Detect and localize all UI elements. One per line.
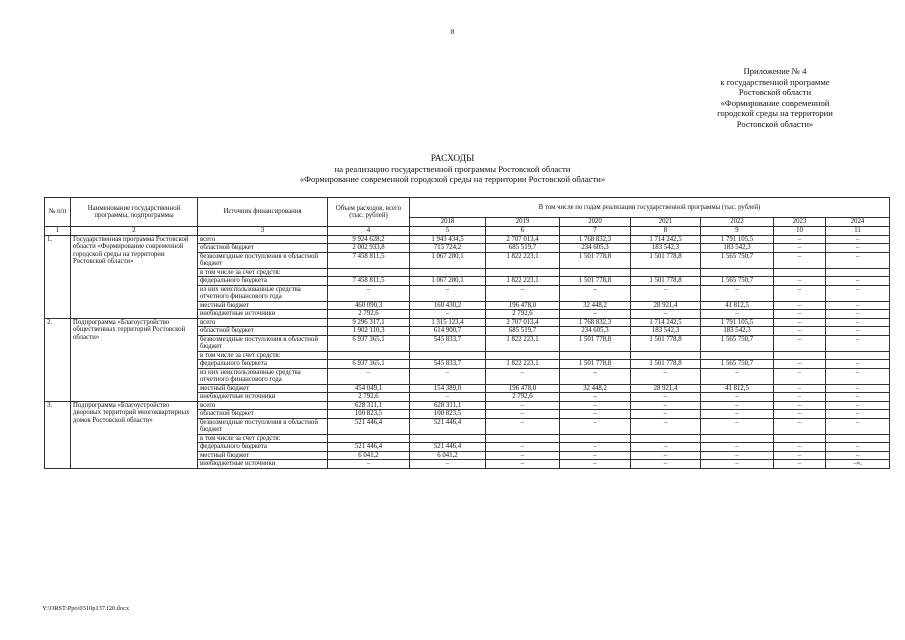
year-value-cell: – xyxy=(774,451,826,460)
index-cell: 8 xyxy=(631,227,701,236)
year-value-cell: – xyxy=(631,410,701,419)
header-year: 2020 xyxy=(560,218,631,227)
year-value-cell: – xyxy=(701,451,774,460)
year-value-cell: – xyxy=(826,235,890,244)
year-value-cell xyxy=(826,268,890,277)
year-value-cell: – xyxy=(774,244,826,253)
year-value-cell: 1 565 750,7 xyxy=(701,252,774,268)
year-value-cell: – xyxy=(486,443,560,452)
index-cell: 5 xyxy=(410,227,486,236)
total-value-cell xyxy=(328,268,410,277)
year-value-cell: – xyxy=(774,368,826,384)
year-value-cell: – xyxy=(826,401,890,410)
year-value-cell: – xyxy=(774,277,826,286)
year-value-cell: 183 542,3 xyxy=(701,327,774,336)
year-value-cell xyxy=(774,434,826,443)
year-value-cell: – xyxy=(774,443,826,452)
year-value-cell: – xyxy=(486,368,560,384)
year-value-cell: – xyxy=(631,285,701,301)
year-value-cell: – xyxy=(560,285,631,301)
total-value-cell: 628 311,1 xyxy=(328,401,410,410)
year-value-cell: 685 519,7 xyxy=(486,244,560,253)
year-value-cell: 1 565 750,7 xyxy=(701,360,774,369)
year-value-cell: – xyxy=(560,443,631,452)
year-value-cell: – xyxy=(826,244,890,253)
year-value-cell xyxy=(560,351,631,360)
year-value-cell: – xyxy=(774,401,826,410)
year-value-cell: 1 501 778,8 xyxy=(631,360,701,369)
program-name: Подпрограмма «Благоустройство дворовых территорий многоквартирных домов Ростовской области» xyxy=(71,401,198,468)
total-value-cell xyxy=(328,434,410,443)
year-value-cell: – xyxy=(826,318,890,327)
index-cell: 6 xyxy=(486,227,560,236)
year-value-cell: 183 542,3 xyxy=(701,244,774,253)
year-value-cell: – xyxy=(410,393,486,402)
year-value-cell: 1 315 123,4 xyxy=(410,318,486,327)
year-value-cell: – xyxy=(701,368,774,384)
year-value-cell: 160 430,2 xyxy=(410,301,486,310)
year-value-cell: 2 707 013,4 xyxy=(486,318,560,327)
funding-source: федерального бюджета xyxy=(198,443,328,452)
year-value-cell: 685 519,7 xyxy=(486,327,560,336)
year-value-cell: 196 478,0 xyxy=(486,384,560,393)
year-value-cell xyxy=(826,434,890,443)
year-value-cell: 1 565 750,7 xyxy=(701,335,774,351)
year-value-cell: 183 542,3 xyxy=(631,327,701,336)
funding-source: в том числе за счет средств: xyxy=(198,351,328,360)
appendix-block xyxy=(690,66,860,130)
year-value-cell: – xyxy=(560,368,631,384)
year-value-cell: –». xyxy=(826,460,890,469)
year-value-cell: – xyxy=(774,310,826,319)
total-value-cell: – xyxy=(328,285,410,301)
title-line: РАСХОДЫ xyxy=(430,154,475,164)
year-value-cell: – xyxy=(774,301,826,310)
funding-source: всего xyxy=(198,235,328,244)
year-value-cell: – xyxy=(701,401,774,410)
header-year: 2024 xyxy=(826,218,890,227)
year-value-cell: – xyxy=(826,285,890,301)
year-value-cell: – xyxy=(560,418,631,434)
year-value-cell xyxy=(560,268,631,277)
year-value-cell: – xyxy=(774,410,826,419)
funding-source: безвозмездные поступления в областной бюджет xyxy=(198,252,328,268)
year-value-cell: 2 792,6 xyxy=(486,393,560,402)
year-value-cell: – xyxy=(560,451,631,460)
year-value-cell: 1 067 280,1 xyxy=(410,252,486,268)
total-value-cell: 6 041,2 xyxy=(328,451,410,460)
year-value-cell: 545 833,7 xyxy=(410,360,486,369)
year-value-cell: – xyxy=(774,393,826,402)
total-value-cell: 2 002 933,8 xyxy=(328,244,410,253)
year-value-cell: – xyxy=(631,393,701,402)
year-value-cell: – xyxy=(774,285,826,301)
year-value-cell: 1 768 832,3 xyxy=(560,235,631,244)
year-value-cell: – xyxy=(631,451,701,460)
header-year: 2018 xyxy=(410,218,486,227)
year-value-cell xyxy=(631,268,701,277)
year-value-cell: 1 501 778,8 xyxy=(631,335,701,351)
year-value-cell xyxy=(410,268,486,277)
year-value-cell: – xyxy=(774,460,826,469)
year-value-cell xyxy=(410,434,486,443)
header-source: Источник финансирования xyxy=(198,198,328,227)
year-value-cell xyxy=(486,434,560,443)
year-value-cell: – xyxy=(701,285,774,301)
row-number: 3. xyxy=(45,401,71,468)
year-value-cell xyxy=(774,268,826,277)
funding-source: из них неиспользованные средства отчетного финансового года xyxy=(198,368,328,384)
title-line: «Формирование современной городской среды на территории Ростовской области» xyxy=(299,174,606,184)
year-value-cell: 1 822 223,1 xyxy=(486,277,560,286)
header-years-group: В том числе по годам реализации государственной программы (тыс. рублей) xyxy=(410,198,890,218)
table-body xyxy=(45,227,890,469)
year-value-cell xyxy=(774,351,826,360)
row-number: 1. xyxy=(45,235,71,318)
year-value-cell: 1 822 223,1 xyxy=(486,360,560,369)
year-value-cell: 1 565 750,7 xyxy=(701,277,774,286)
index-row xyxy=(45,227,890,236)
year-value-cell: 521 446,4 xyxy=(410,418,486,434)
total-value-cell: 100 823,5 xyxy=(328,410,410,419)
year-value-cell: – xyxy=(560,401,631,410)
funding-source: безвозмездные поступления в областной бюджет xyxy=(198,418,328,434)
year-value-cell: 1 714 242,5 xyxy=(631,318,701,327)
year-value-cell: 234 605,3 xyxy=(560,244,631,253)
total-value-cell: 7 458 811,5 xyxy=(328,277,410,286)
total-value-cell: – xyxy=(328,368,410,384)
expenses-table-wrapper xyxy=(44,197,865,469)
year-value-cell xyxy=(410,351,486,360)
year-value-cell: 234 605,3 xyxy=(560,327,631,336)
appendix-line: Ростовской области» xyxy=(736,118,814,129)
funding-source: областной бюджет xyxy=(198,410,328,419)
funding-source: федерального бюджета xyxy=(198,277,328,286)
year-value-cell: – xyxy=(826,368,890,384)
index-cell: 10 xyxy=(774,227,826,236)
year-value-cell: – xyxy=(774,327,826,336)
funding-source: всего xyxy=(198,401,328,410)
funding-source: внебюджетные источники xyxy=(198,393,328,402)
year-value-cell: – xyxy=(560,393,631,402)
total-value-cell: 2 792,6 xyxy=(328,310,410,319)
year-value-cell: – xyxy=(701,393,774,402)
year-value-cell: – xyxy=(774,335,826,351)
total-value-cell: 521 446,4 xyxy=(328,443,410,452)
year-value-cell: – xyxy=(774,318,826,327)
appendix-line: городской среды на территории xyxy=(717,108,833,119)
total-value-cell: 521 446,4 xyxy=(328,418,410,434)
year-value-cell: – xyxy=(560,460,631,469)
table-row xyxy=(45,235,890,244)
year-value-cell xyxy=(560,434,631,443)
header-volume: Объем расходов, всего (тыс. рублей) xyxy=(328,198,410,227)
year-value-cell: – xyxy=(631,460,701,469)
year-value-cell: – xyxy=(826,451,890,460)
total-value-cell: 460 090,3 xyxy=(328,301,410,310)
year-value-cell: – xyxy=(826,252,890,268)
year-value-cell: – xyxy=(410,368,486,384)
year-value-cell: – xyxy=(486,451,560,460)
year-value-cell: 1 768 832,3 xyxy=(560,318,631,327)
year-value-cell: – xyxy=(774,360,826,369)
year-value-cell: – xyxy=(826,335,890,351)
year-value-cell: 28 921,4 xyxy=(631,301,701,310)
table-row xyxy=(45,318,890,327)
year-value-cell: – xyxy=(826,360,890,369)
funding-source: местный бюджет xyxy=(198,301,328,310)
year-value-cell: 614 900,7 xyxy=(410,327,486,336)
header-year: 2022 xyxy=(701,218,774,227)
total-value-cell: 7 458 811,5 xyxy=(328,252,410,268)
funding-source: внебюджетные источники xyxy=(198,460,328,469)
year-value-cell: – xyxy=(826,393,890,402)
year-value-cell: – xyxy=(826,277,890,286)
year-value-cell: – xyxy=(701,418,774,434)
year-value-cell: 1 791 105,5 xyxy=(701,235,774,244)
funding-source: в том числе за счет средств: xyxy=(198,268,328,277)
header-name: Наименование государственной программы, подпрограммы xyxy=(71,198,198,227)
title-line: на реализацию государственной программы Ростовской области xyxy=(334,164,571,174)
year-value-cell: – xyxy=(701,310,774,319)
document-title xyxy=(0,154,905,184)
year-value-cell: 628 311,1 xyxy=(410,401,486,410)
year-value-cell: – xyxy=(486,410,560,419)
year-value-cell: – xyxy=(701,443,774,452)
total-value-cell: 454 049,1 xyxy=(328,384,410,393)
year-value-cell: – xyxy=(631,418,701,434)
appendix-line: к государственной программе xyxy=(720,76,830,87)
funding-source: внебюджетные источники xyxy=(198,310,328,319)
year-value-cell: – xyxy=(631,368,701,384)
index-cell: 11 xyxy=(826,227,890,236)
header-year: 2021 xyxy=(631,218,701,227)
index-cell: 4 xyxy=(328,227,410,236)
year-value-cell: 196 478,0 xyxy=(486,301,560,310)
total-value-cell: 2 792,6 xyxy=(328,393,410,402)
total-value-cell: 6 937 365,1 xyxy=(328,360,410,369)
year-value-cell: 100 823,5 xyxy=(410,410,486,419)
total-value-cell: 9 296 317,1 xyxy=(328,318,410,327)
appendix-line: Приложение № 4 xyxy=(743,66,807,76)
year-value-cell: 1 067 280,1 xyxy=(410,277,486,286)
year-value-cell: – xyxy=(826,410,890,419)
year-value-cell: 1 791 105,5 xyxy=(701,318,774,327)
index-cell: 7 xyxy=(560,227,631,236)
index-cell: 9 xyxy=(701,227,774,236)
page-number: 8 xyxy=(450,28,455,36)
year-value-cell: 1 822 223,1 xyxy=(486,252,560,268)
year-value-cell xyxy=(701,434,774,443)
year-value-cell: – xyxy=(410,310,486,319)
expenses-table xyxy=(44,197,890,469)
year-value-cell: – xyxy=(774,235,826,244)
year-value-cell: – xyxy=(560,410,631,419)
funding-source: местный бюджет xyxy=(198,384,328,393)
year-value-cell: 1 822 223,1 xyxy=(486,335,560,351)
year-value-cell: – xyxy=(410,460,486,469)
year-value-cell: 2 792,6 xyxy=(486,310,560,319)
header-year: 2019 xyxy=(486,218,560,227)
funding-source: местный бюджет xyxy=(198,451,328,460)
year-value-cell: 183 542,3 xyxy=(631,244,701,253)
funding-source: федерального бюджета xyxy=(198,360,328,369)
year-value-cell: – xyxy=(774,252,826,268)
year-value-cell: – xyxy=(486,401,560,410)
total-value-cell: 9 924 628,2 xyxy=(328,235,410,244)
year-value-cell: 1 501 778,8 xyxy=(631,252,701,268)
year-value-cell: 715 724,2 xyxy=(410,244,486,253)
year-value-cell: 1 501 778,8 xyxy=(560,277,631,286)
index-cell: 3 xyxy=(198,227,328,236)
funding-source: в том числе за счет средств: xyxy=(198,434,328,443)
year-value-cell: – xyxy=(701,410,774,419)
year-value-cell xyxy=(826,351,890,360)
year-value-cell: – xyxy=(486,285,560,301)
year-value-cell xyxy=(486,268,560,277)
table-row xyxy=(45,401,890,410)
year-value-cell xyxy=(631,351,701,360)
year-value-cell: – xyxy=(826,418,890,434)
year-value-cell: 32 448,2 xyxy=(560,301,631,310)
year-value-cell: – xyxy=(826,443,890,452)
row-number: 2. xyxy=(45,318,71,401)
year-value-cell: – xyxy=(826,327,890,336)
total-value-cell: – xyxy=(328,460,410,469)
funding-source: безвозмездные поступления в областной бюджет xyxy=(198,335,328,351)
year-value-cell: – xyxy=(631,401,701,410)
header-no: № п/п xyxy=(45,198,71,227)
appendix-line: Ростовской области xyxy=(738,87,812,98)
year-value-cell: 1 714 242,5 xyxy=(631,235,701,244)
program-name: Подпрограмма «Благоустройство общественных территорий Ростовской области» xyxy=(71,318,198,401)
year-value-cell: 32 448,2 xyxy=(560,384,631,393)
funding-source: из них неиспользованные средства отчетного финансового года xyxy=(198,285,328,301)
total-value-cell: 1 902 110,3 xyxy=(328,327,410,336)
year-value-cell: 1 943 434,5 xyxy=(410,235,486,244)
year-value-cell: 1 501 778,8 xyxy=(560,252,631,268)
year-value-cell: 1 501 778,8 xyxy=(560,360,631,369)
year-value-cell: 154 389,0 xyxy=(410,384,486,393)
year-value-cell: – xyxy=(560,310,631,319)
year-value-cell: 6 041,2 xyxy=(410,451,486,460)
year-value-cell: – xyxy=(410,285,486,301)
year-value-cell xyxy=(631,434,701,443)
funding-source: всего xyxy=(198,318,328,327)
year-value-cell: – xyxy=(826,384,890,393)
index-cell: 1 xyxy=(45,227,71,236)
year-value-cell: 2 707 013,4 xyxy=(486,235,560,244)
year-value-cell xyxy=(486,351,560,360)
year-value-cell: – xyxy=(631,310,701,319)
year-value-cell: – xyxy=(486,460,560,469)
program-name: Государственная программа Ростовской области «Формирование современной городской среды на территории Ростовской области» xyxy=(71,235,198,318)
total-value-cell: 6 937 365,1 xyxy=(328,335,410,351)
year-value-cell: – xyxy=(774,418,826,434)
funding-source: областной бюджет xyxy=(198,327,328,336)
year-value-cell: – xyxy=(826,310,890,319)
year-value-cell: – xyxy=(631,443,701,452)
year-value-cell: 1 501 778,8 xyxy=(631,277,701,286)
year-value-cell: – xyxy=(826,301,890,310)
file-path-footer: Y:\ORST\Ppo\0310p137.f20.docx xyxy=(42,605,130,612)
appendix-line: «Формирование современной xyxy=(720,97,830,108)
year-value-cell: 28 921,4 xyxy=(631,384,701,393)
year-value-cell: 1 501 778,8 xyxy=(560,335,631,351)
year-value-cell: 41 812,5 xyxy=(701,384,774,393)
year-value-cell: 521 446,4 xyxy=(410,443,486,452)
year-value-cell: – xyxy=(486,418,560,434)
header-year: 2023 xyxy=(774,218,826,227)
year-value-cell: – xyxy=(701,460,774,469)
year-value-cell: 41 812,5 xyxy=(701,301,774,310)
year-value-cell: – xyxy=(774,384,826,393)
total-value-cell xyxy=(328,351,410,360)
year-value-cell xyxy=(701,268,774,277)
year-value-cell xyxy=(701,351,774,360)
index-cell: 2 xyxy=(71,227,198,236)
year-value-cell: 545 833,7 xyxy=(410,335,486,351)
funding-source: областной бюджет xyxy=(198,244,328,253)
